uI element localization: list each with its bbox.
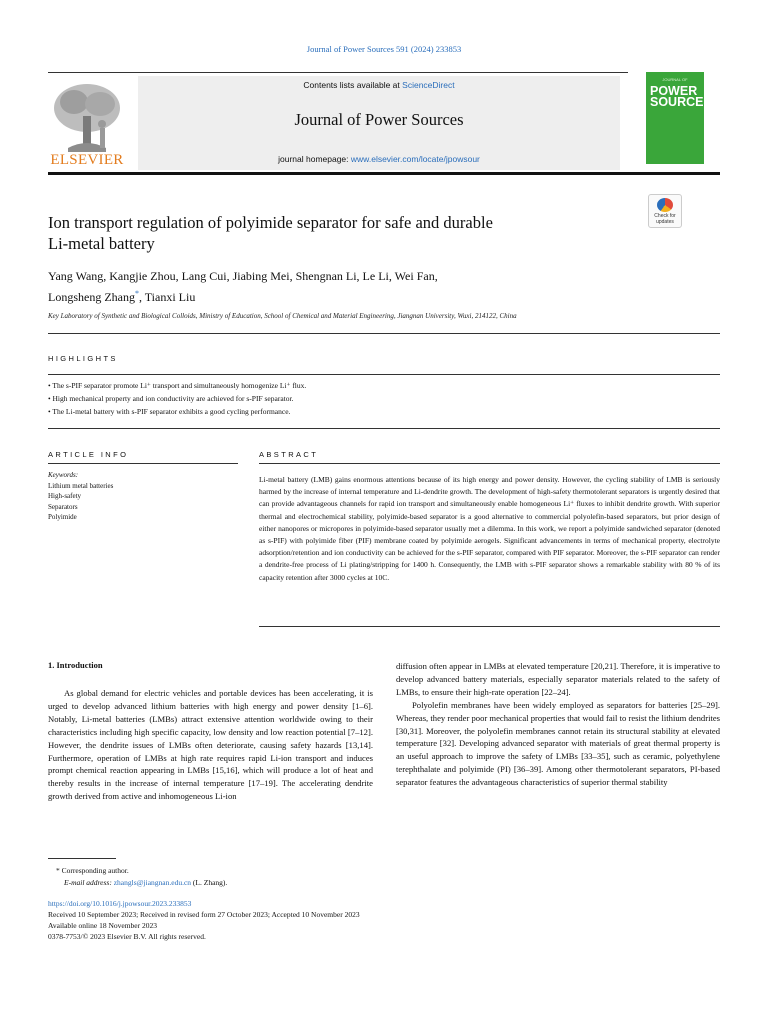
journal-header	[48, 72, 720, 176]
article-info-heading: ARTICLE INFO	[48, 450, 129, 459]
email-label: E-mail address:	[64, 878, 112, 887]
article-title	[48, 212, 628, 254]
header-bottom-rule	[48, 172, 720, 175]
footnotes	[48, 865, 720, 889]
cover-title-text: POWER SOURCES	[650, 84, 712, 109]
divider	[48, 463, 238, 464]
cover-small-text: JOURNAL OF	[662, 77, 688, 82]
abstract-heading: ABSTRACT	[259, 450, 319, 459]
journal-title: Journal of Power Sources	[294, 110, 464, 129]
keyword-item: Separators	[48, 502, 78, 511]
article-title-line-1: Ion transport regulation of polyimide separator for safe and durable	[48, 213, 493, 232]
highlight-item: • The Li-metal battery with s-PIF separator exhibits a good cycling performance.	[48, 407, 291, 416]
abstract-text: Li-metal battery (LMB) gains enormous attentions because of its high energy and power density. However, the cycling stability of LMB is seriously harmed by the increase of internal temperature and Li-dendrite growth. The development of high-safety thermotolerant separators is urgently desired that can provide advantageous channels for rapid ion transport and simultaneously enable homogeneous Li⁺ fluxes to inhibit dendrite growth. With superior thermal and electrochemical stability, polyimide-based separator is a good alternative to commercial polyolefin-based separators, but prior design of either nanopores or micropores in polyimide-based separator usually met a dilemma. In this work, we report a polyimide sandwiched separator (denoted as s-PIF) with polyimide fiber (PIF) membrane coated by polyimide aerogels. Significant advancements in terms of mechanical property, electrolyte adsorption/retention and ion conductivity can be achieved for the s-PIF separator, compared with PIF separator. Moreover, the s-PIF separator can render a dendrite-free process of Li plating/stripping for 1400 h. Consequently, the LMB with s-PIF separator shows a remarkable stability with 80 % of its capacity retention after 3000 cycles at 10C.	[259, 475, 720, 582]
body-paragraph: diffusion often appear in LMBs at elevated temperature [20,21]. Therefore, it is imperative to develop advanced battery materials, especially separator materials related to the safety of LMBs, to ensure their high-rate operation [22–24].	[396, 661, 720, 697]
keyword-item: High-safety	[48, 492, 82, 500]
available-online: Available online 18 November 2023	[48, 921, 157, 930]
elsevier-wordmark: ELSEVIER	[50, 152, 124, 168]
affiliation: Key Laboratory of Synthetic and Biological Colloids, Ministry of Education, School of Chemical and Material Engineering, Jiangnan University, Wuxi, 214122, China	[48, 312, 517, 320]
divider	[259, 626, 720, 627]
author-list	[48, 268, 668, 306]
email-link[interactable]: zhangls@jiangnan.edu.cn	[113, 878, 192, 887]
journal-cover-image[interactable]	[646, 72, 712, 164]
publication-info	[48, 898, 720, 942]
contents-availability	[138, 80, 620, 90]
corresponding-author-name[interactable]: Longsheng Zhang	[48, 290, 135, 304]
homepage-prefix: journal homepage:	[278, 154, 349, 164]
contents-prefix: Contents lists available at	[303, 80, 400, 90]
divider	[259, 463, 720, 464]
corresponding-author-note: * Corresponding author.	[56, 866, 129, 875]
highlights-list	[48, 379, 720, 418]
received-dates: Received 10 September 2023; Received in revised form 27 October 2023; Accepted 10 November 2023	[48, 910, 360, 919]
crossmark-icon	[657, 198, 673, 212]
keywords-title: Keywords:	[48, 471, 79, 479]
last-author-name[interactable]: , Tianxi Liu	[138, 290, 196, 304]
highlights-heading: HIGHLIGHTS	[48, 354, 118, 363]
copyright: 0378-7753/© 2023 Elsevier B.V. All rights reserved.	[48, 932, 206, 941]
body-column-right	[396, 660, 720, 789]
email-note	[48, 877, 720, 889]
corresponding-author-mark[interactable]: *	[134, 289, 139, 298]
keyword-item: Lithium metal batteries	[48, 481, 114, 490]
keyword-item: Polyimide	[48, 513, 77, 521]
highlight-item: • The s-PIF separator promote Li⁺ transport and simultaneously homogenize Li⁺ flux.	[48, 381, 307, 390]
homepage-link[interactable]: www.elsevier.com/locate/jpowsour	[350, 154, 480, 164]
footnote-rule	[48, 858, 116, 859]
crossmark-label: Check for updates	[654, 213, 676, 225]
authors-line-1[interactable]: Yang Wang, Kangjie Zhou, Lang Cui, Jiabing Mei, Shengnan Li, Le Li, Wei Fan,	[48, 269, 438, 283]
journal-header-box	[138, 76, 620, 170]
email-suffix: (L. Zhang).	[191, 878, 228, 887]
introduction-heading: 1. Introduction	[48, 660, 103, 670]
journal-citation-link[interactable]: Journal of Power Sources 591 (2024) 233853	[306, 44, 462, 54]
body-paragraph: As global demand for electric vehicles and portable devices has been accelerating, it is urged to develop advanced lithium batteries with high energy and power density [1–6]. Notably, Li-metal batteries (LMBs) attract extensive attention worldwide owing to their characteristics including high specific capacity, low density and low reaction potential [7–12]. However, the dendrite issues of LMBs often deteriorate, causing safety hazards [13,14]. Furthermore, operation of LMBs at high rate requires rapid Li-ion transport and induces prompt chemical reaction appearing in LMBs [15,16], which will produce a lot of heat and thereby results in the increase of internal temperature [17–19]. The accelerating dendrite growth derived from active and inhomogeneous Li-ion	[48, 688, 373, 802]
divider	[48, 374, 720, 375]
body-paragraph: Polyolefin membranes have been widely employed as separators for batteries [25–29]. Whereas, they render poor mechanical properties that would fail to resist the lithium dendrites [30,31]. Moreover, the polyolefin membranes cannot retain its structural stability at elevated temperature [32]. Developing advanced separator with materials of great thermal property is an useful approach to improve the safety of LMBs [33–35], such as ceramic, polyethylene terephthalate and polyimide (PI) [36–39]. Among other thermotolerant separators, PI-based separator features the advantageous characteristics of superior thermal stability	[396, 699, 720, 788]
keywords	[48, 470, 238, 523]
divider	[48, 333, 720, 334]
header-top-rule	[48, 72, 628, 73]
article-title-line-2: Li-metal battery	[48, 234, 155, 253]
divider	[48, 428, 720, 429]
authors-line-2	[48, 285, 668, 306]
sciencedirect-link[interactable]: ScienceDirect	[402, 80, 455, 90]
check-for-updates-button[interactable]	[648, 194, 682, 228]
doi-link[interactable]: https://doi.org/10.1016/j.jpowsour.2023.233853	[48, 899, 192, 908]
journal-homepage	[138, 154, 620, 164]
highlight-item: • High mechanical property and ion conductivity are achieved for s-PIF separator.	[48, 394, 294, 403]
body-column-left	[48, 687, 373, 803]
